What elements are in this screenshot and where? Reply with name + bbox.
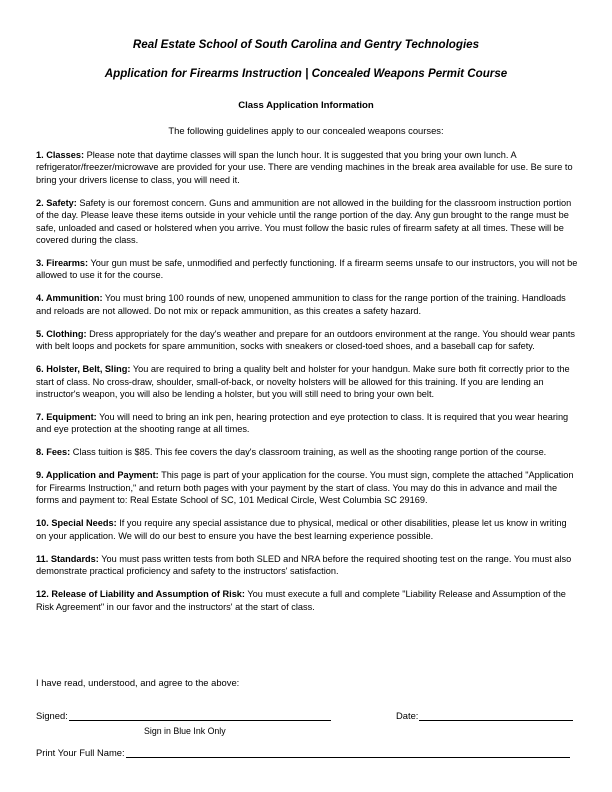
guideline-heading: 6. Holster, Belt, Sling: [36,364,131,375]
guideline-heading: 1. Classes: [36,150,85,160]
guideline-payment [36,469,578,506]
guideline-heading: 12. Release of Liability and Assumption of Risk: [36,589,245,600]
signed-label: Signed: [36,710,68,721]
guideline-fees [36,446,578,458]
agreement-statement: I have read, understood, and agree to the above: [36,677,240,688]
guideline-heading: 9. Application and Payment: [36,470,159,481]
guideline-heading: 2. Safety: [36,197,77,208]
signature-field[interactable] [69,710,331,721]
date-row [396,710,573,721]
guideline-text: You are required to bring a quality belt and holster for your handgun. Make sure both fit correctly prior to the start of class. No cross-draw, shoulder, small-of-back, or novelty holsters will be allowed for this training. If you are lending an instructor's weapon, you will also be lending a holster, but you will still need to bring your own belt. [36,364,570,400]
guideline-equipment [36,411,578,436]
guideline-firearms [36,257,578,282]
full-name-field[interactable] [126,747,570,758]
guideline-heading: 7. Equipment: [36,412,97,423]
guideline-standards [36,553,578,578]
guideline-holster [36,363,578,400]
guideline-ammunition [36,292,578,317]
guideline-text: If you require any special assistance due to physical, medical or other disabilities, please let us know in writing on your application. We will do our best to ensure you have the best learning experience possible. [36,518,567,541]
guideline-heading: 10. Special Needs: [36,518,117,529]
ink-note: Sign in Blue Ink Only [144,726,226,736]
name-label: Print Your Full Name: [36,747,125,758]
guideline-text: Dress appropriately for the day's weather and prepare for an outdoors environment at the range. You should wear pants with belt loops and pockets for spare ammunition, socks with sneakers or closed-toed shoes, and a baseball cap for safety. [36,328,576,352]
guideline-text: You will need to bring an ink pen, hearing protection and eye protection to class. It is required that you wear hearing and eye protection at the shooting range at all times. [36,412,569,435]
guideline-heading: 8. Fees: [36,447,71,458]
date-label: Date: [396,710,419,721]
guideline-classes [36,149,578,186]
guidelines-list [36,149,578,624]
name-row [36,747,570,758]
guideline-heading: 4. Ammunition: [36,293,103,304]
guideline-liability [36,588,578,613]
signature-row [36,710,331,721]
guideline-text: This page is part of your application for the course. You must sign, complete the attached "Application for Firearms Instruction," and return both pages with your payment by the start of class. You may do this in advance and mail the forms and payment to: Real Estate School of SC, 101 Medical Circle, West Columbia SC 29169. [36,470,574,506]
guideline-clothing [36,328,578,353]
guideline-safety [36,197,578,247]
document-title: Real Estate School of South Carolina and Gentry Technologies [132,38,480,51]
guideline-special-needs [36,517,578,542]
guideline-text: Class tuition is $85. This fee covers the day's classroom training, as well as the shooting range portion of the course. [70,447,547,458]
guideline-heading: 3. Firearms: [36,258,89,269]
section-title: Class Application Information [238,100,374,111]
guideline-text: Safety is our foremost concern. Guns and ammunition are not allowed in the building for the classroom instruction portion of the day. Please leave these items outside in your vehicle until the range portion of the day. Any gun brought to the range must be safe, unloaded and cased or holstered when you arrive. You must follow the basic rules of firearm safety at all times. These will be covered during the class. [36,197,572,246]
guideline-text: You must bring 100 rounds of new, unopened ammunition to class for the range portion of the training. Handloads and reloads are not allowed. Do not mix or repack ammunition, as this creates a safety hazard. [36,293,566,316]
guideline-text: Please note that daytime classes will span the lunch hour. It is suggested that you bring your own lunch. A refrigerator/freezer/microwave are provided for your use. There are vending machines in the break area available for use. Be sure to bring your drivers license to class, you will need it. [36,150,573,185]
date-field[interactable] [419,710,573,721]
document-subtitle: Application for Firearms Instruction | Concealed Weapons Permit Course [104,67,508,80]
guideline-text: Your gun must be safe, unmodified and perfectly functioning. If a firearm seems unsafe to our instructors, you will not be allowed to use it for the course. [36,258,578,281]
guideline-text: You must pass written tests from both SLED and NRA before the required shooting test on the range. You must also demonstrate practical proficiency and safety to the instructors' satisfaction. [36,553,572,577]
guideline-text: You must execute a full and complete "Liability Release and Assumption of the Risk Agreement" in our favor and the instructors' at the start of class. [36,589,566,612]
guideline-heading: 5. Clothing: [36,328,87,339]
intro-text: The following guidelines apply to our concealed weapons courses: [168,125,444,136]
guideline-heading: 11. Standards: [36,553,99,564]
